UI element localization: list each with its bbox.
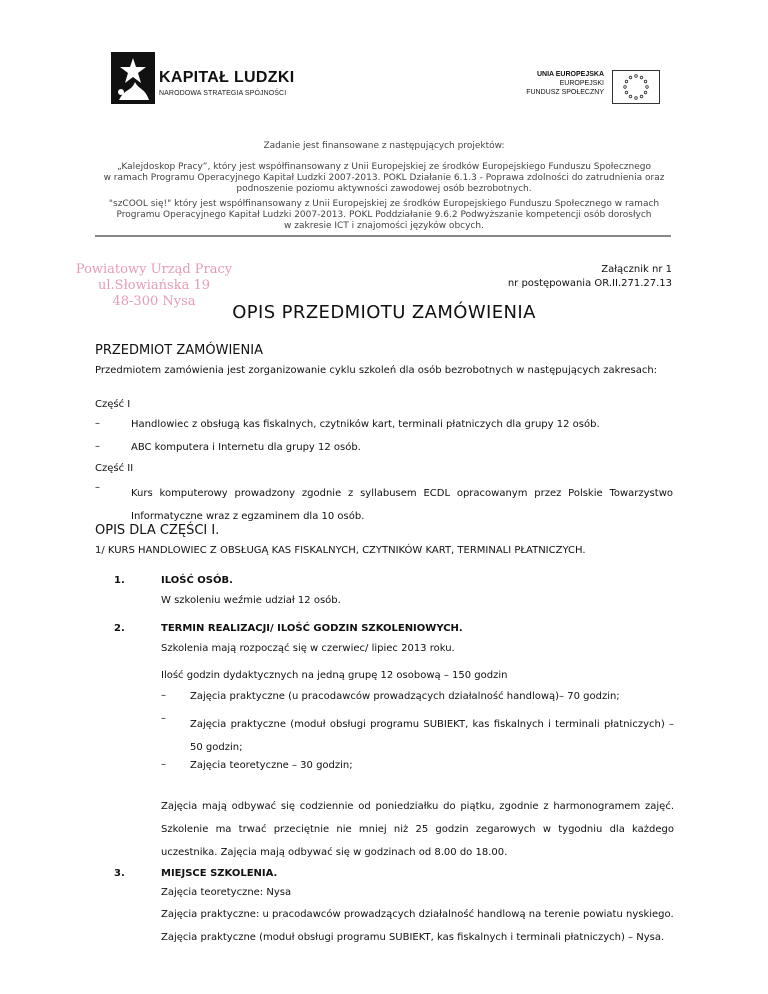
eu-line1: UNIA EUROPEJSKA: [536, 71, 604, 78]
header-divider: [95, 235, 671, 237]
item-text: W szkoleniu weźmie udział 12 osób.: [161, 595, 341, 606]
item-number: 2.: [114, 623, 125, 634]
part2-label: Część II: [95, 463, 134, 474]
hours-item: Zajęcia praktyczne (u pracodawców prowadzących działalność handlową)– 70 godzin;: [190, 691, 620, 702]
section-heading-part1: OPIS DLA CZĘŚCI I.: [95, 523, 220, 538]
stamp-line: Powiatowy Urząd Pracy: [75, 262, 233, 277]
stamp-line: ul.Słowiańska 19: [98, 278, 210, 293]
funding-project1: [80, 162, 688, 195]
item-text: Zajęcia teoretyczne: Nysa: [161, 887, 292, 898]
item-title: ILOŚĆ OSÓB.: [161, 575, 233, 586]
part2-item: Kurs komputerowy prowadzony zgodnie z syllabusem ECDL opracowanym przez Polskie Towarzystwo Informatyczne wraz z egzaminem dla 10 osób.: [131, 488, 673, 522]
funding-project2: [80, 199, 688, 232]
funding-project2-line: "szCOOL się!" który jest współfinansowany z Unii Europejskiej ze środków Europejskiego Funduszu Społecznego w ramach: [108, 199, 660, 209]
item-text: Szkolenia mają rozpocząć się w czerwiec/ lipiec 2013 roku.: [161, 643, 455, 654]
eu-flag-icon: [612, 70, 660, 104]
list-dash: –: [161, 759, 166, 770]
kapital-ludzki-title: KAPITAŁ LUDZKI: [159, 69, 295, 86]
list-dash: –: [95, 418, 100, 429]
item-title: MIEJSCE SZKOLENIA.: [161, 868, 278, 879]
schedule-text: Zajęcia mają odbywać się codziennie od poniedziałku do piątku, zgodnie z harmonogramem zajęć. Szkolenie ma trwać przeciętnie nie mniej niż 25 godzin zegarowych w tygodniu dla każdego uczestnika. Zajęcia mają odbywać się w godzinach od 8.00 do 18.00.: [161, 801, 674, 858]
kapital-ludzki-logo: [111, 52, 295, 104]
eu-line3: FUNDUSZ SPOŁECZNY: [526, 89, 604, 96]
kapital-ludzki-emblem-icon: [111, 52, 155, 104]
list-dash: –: [161, 713, 166, 724]
list-dash: –: [161, 690, 166, 701]
item-number: 3.: [114, 868, 125, 879]
hours-item: Zajęcia teoretyczne – 30 godzin;: [190, 760, 353, 771]
funding-project2-line: w zakresie ICT i znajomości języków obcych.: [284, 221, 484, 231]
page-title: OPIS PRZEDMIOTU ZAMÓWIENIA: [232, 302, 536, 323]
subject-intro: Przedmiotem zamówienia jest zorganizowanie cyklu szkoleń dla osób bezrobotnych w następujących zakresach:: [95, 365, 658, 376]
list-dash: –: [95, 482, 100, 493]
attachment-number: Załącznik nr 1: [601, 264, 672, 275]
part1-item: ABC komputera i Internetu dla grupy 12 osób.: [131, 442, 361, 453]
eu-logo-text: [526, 70, 604, 97]
place-line: Zajęcia praktyczne: u pracodawców prowadzących działalność handlową na terenie powiatu nyskiego.: [161, 909, 674, 920]
funding-project1-line: w ramach Programu Operacyjnego Kapitał Ludzki 2007-2013. POKL Działanie 6.1.3 - Poprawa zdolności do zatrudnienia oraz: [103, 173, 665, 183]
course-subheading: 1/ KURS HANDLOWIEC Z OBSŁUGĄ KAS FISKALNYCH, CZYTNIKÓW KART, TERMINALI PŁATNICZYCH.: [95, 545, 586, 556]
funding-project2-line: Programu Operacyjnego Kapitał Ludzki 2007-2013. POKL Poddziałanie 9.6.2 Podwyższanie kompetencji osób dorosłych: [116, 210, 652, 220]
stamp-line: 48-300 Nysa: [112, 294, 196, 309]
place-line: Zajęcia praktyczne (moduł obsługi programu SUBIEKT, kas fiskalnych i terminali płatniczych) – Nysa.: [161, 932, 665, 943]
part1-label: Część I: [95, 399, 131, 410]
funding-project1-line: podnoszenie poziomu aktywności zawodowej osób bezrobotnych.: [236, 184, 532, 194]
kapital-ludzki-subtitle: NARODOWA STRATEGIA SPÓJNOŚCI: [159, 90, 287, 97]
part1-item: Handlowiec z obsługą kas fiskalnych, czytników kart, terminali płatniczych dla grupy 12 osób.: [131, 419, 600, 430]
eu-line2: EUROPEJSKI: [559, 80, 604, 87]
procedure-number: nr postępowania OR.II.271.27.13: [507, 278, 672, 289]
section-heading-subject: PRZEDMIOT ZAMÓWIENIA: [95, 343, 263, 358]
item-title: TERMIN REALIZACJI/ ILOŚĆ GODZIN SZKOLENIOWYCH.: [161, 623, 463, 634]
hours-item: Zajęcia praktyczne (moduł obsługi programu SUBIEKT, kas fiskalnych i terminali płatniczych) – 50 godzin;: [190, 719, 674, 753]
funding-intro: Zadanie jest finansowane z następujących projektów:: [263, 141, 505, 151]
list-dash: –: [95, 441, 100, 452]
funding-project1-line: „Kalejdoskop Pracy”, który jest współfinansowany z Unii Europejskiej ze środków Europejskiego Funduszu Społecznego: [117, 162, 651, 172]
eu-logo: [520, 70, 660, 106]
hours-intro: Ilość godzin dydaktycznych na jedną grupę 12 osobową – 150 godzin: [161, 670, 508, 681]
item-number: 1.: [114, 575, 125, 586]
attachment-info: [508, 263, 672, 291]
